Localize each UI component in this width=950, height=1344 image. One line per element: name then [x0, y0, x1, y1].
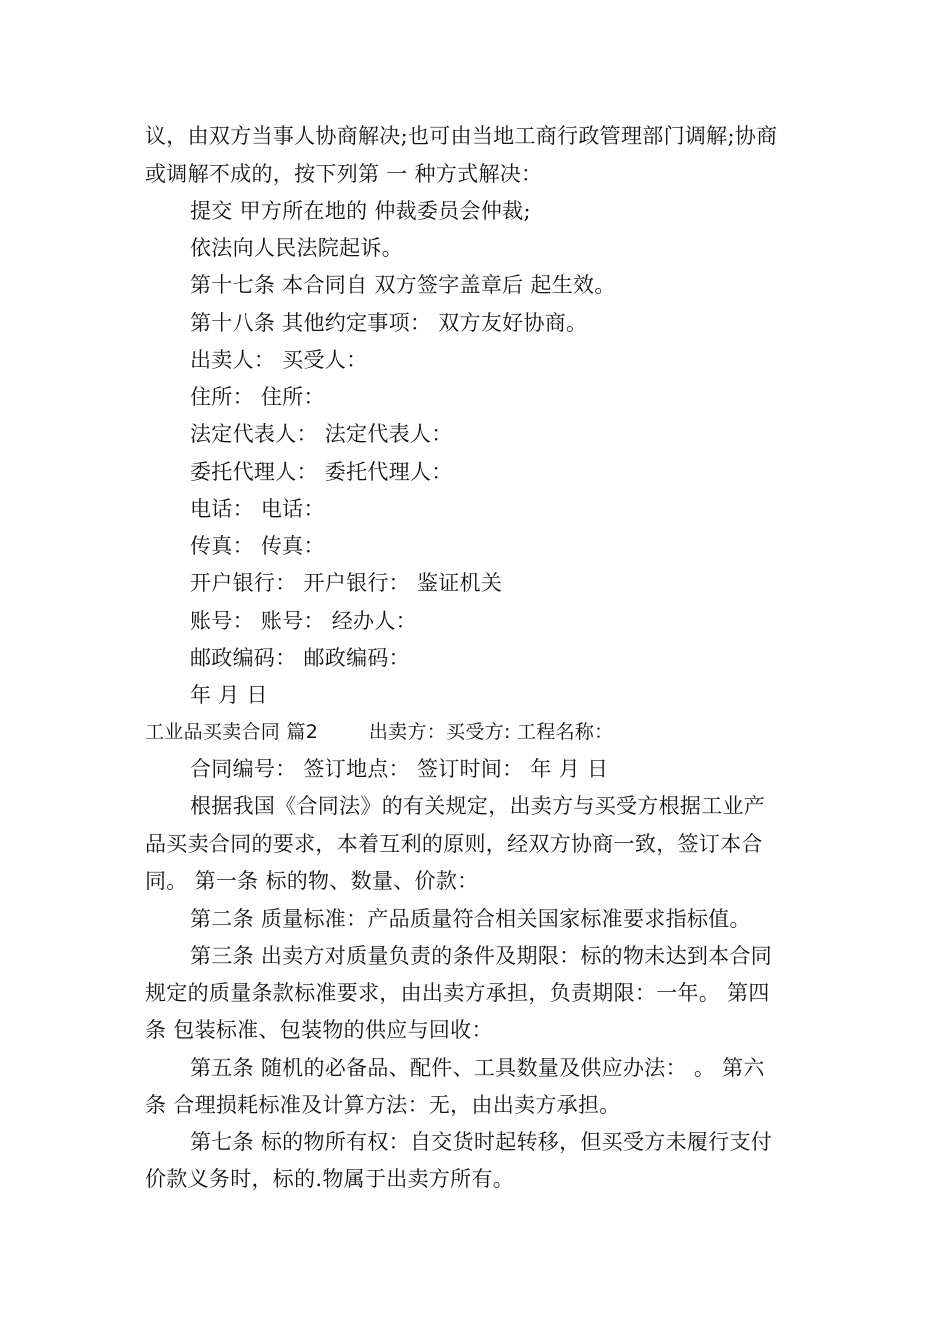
text-line: 委托代理人： 委托代理人： [190, 460, 453, 484]
text-line: 依法向人民法院起诉。 [190, 236, 403, 260]
text-line: 根据我国《合同法》的有关规定，出卖方与买受方根据工业产 [190, 794, 766, 818]
text-line: 价款义务时，标的.物属于出卖方所有。 [145, 1167, 515, 1191]
text-line: 传真： 传真： [190, 534, 325, 558]
text-line: 法定代表人： 法定代表人： [190, 422, 453, 446]
text-line: 规定的质量条款标准要求，由出卖方承担，负责期限：一年。 第四 [145, 981, 770, 1005]
text-line: 条 合理损耗标准及计算方法：无，由出卖方承担。 [145, 1093, 621, 1117]
text-line: 同。 第一条 标的物、数量、价款： [145, 869, 479, 893]
text-line: 账号： 账号： 经办人： [190, 609, 417, 633]
text-line: 开户银行： 开户银行： 鉴证机关 [190, 571, 503, 595]
text-line: 电话： 电话： [190, 497, 325, 521]
text-line: 议，由双方当事人协商解决;也可由当地工商行政管理部门调解;协商 [145, 124, 778, 148]
text-line: 第二条 质量标准：产品质量符合相关国家标准要求指标值。 [190, 907, 751, 931]
text-line: 邮政编码： 邮政编码： [190, 646, 410, 670]
text-line: 第十七条 本合同自 双方签字盖章后 起生效。 [190, 273, 616, 297]
text-line: 住所： 住所： [190, 385, 325, 409]
text-line: 合同编号： 签订地点： 签订时间： 年 月 日 [190, 757, 609, 781]
text-line: 条 包装标准、包装物的供应与回收： [145, 1018, 493, 1042]
text-line: 年 月 日 [190, 683, 268, 707]
text-line: 第十八条 其他约定事项： 双方友好协商。 [190, 311, 588, 335]
section-heading: 工业品买卖合同 篇2 出卖方：买受方: 工程名称： [145, 721, 614, 743]
text-line: 出卖人： 买受人： [190, 348, 368, 372]
text-line: 第五条 随机的必备品、配件、工具数量及供应办法： 。 第六 [190, 1056, 765, 1080]
text-line: 品买卖合同的要求，本着互利的原则，经双方协商一致，签订本合 [145, 832, 763, 856]
text-line: 第三条 出卖方对质量负责的条件及期限：标的物未达到本合同 [190, 944, 773, 968]
text-line: 提交 甲方所在地的 仲裁委员会仲裁; [190, 199, 531, 223]
text-line: 第七条 标的物所有权：自交货时起转移，但买受方未履行支付 [190, 1130, 773, 1154]
text-line: 或调解不成的，按下列第 一 种方式解决： [145, 162, 543, 186]
